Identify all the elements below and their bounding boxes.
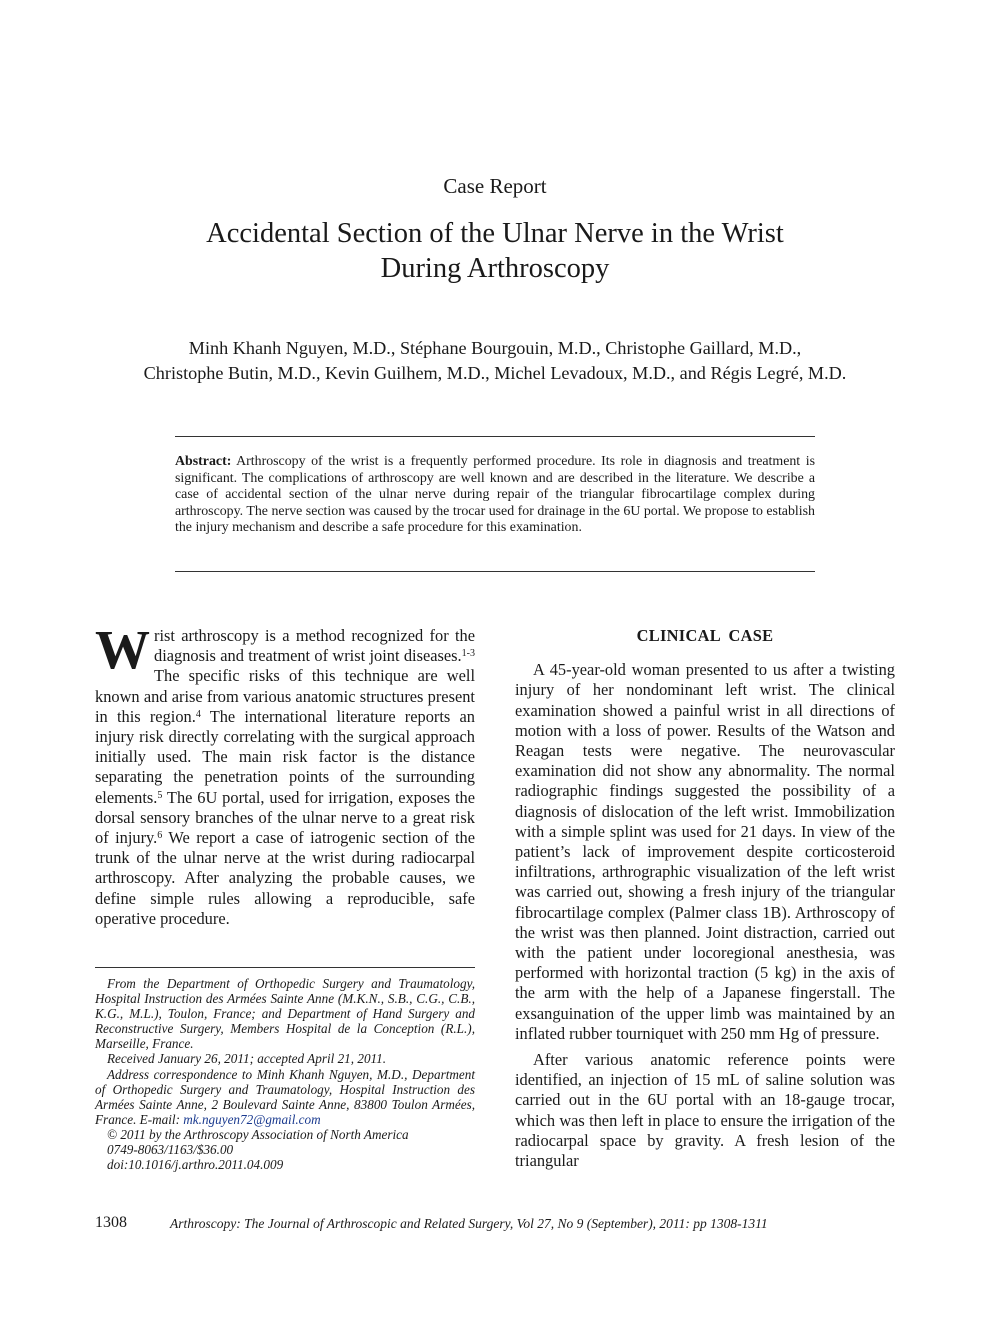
abstract-top-rule xyxy=(175,436,815,437)
intro-paragraph xyxy=(95,619,475,929)
footnote-copyright: © 2011 by the Arthroscopy Association of North America xyxy=(107,1126,409,1142)
authors-line-2: Christophe Butin, M.D., Kevin Guilhem, M.D., Michel Levadoux, M.D., and Régis Legré, M.D. xyxy=(143,363,847,383)
page-number: 1308 xyxy=(95,1214,127,1231)
abstract-bottom-rule xyxy=(175,571,815,572)
abstract xyxy=(175,454,815,537)
citation-ref[interactable]: 1-3 xyxy=(461,648,475,660)
abstract-text: Arthroscopy of the wrist is a frequently performed procedure. Its role in diagnosis and treatment is significant. The complications of arthroscopy are well known and are described in the literature. We describe a case of accidental section of the ulnar nerve during repair of the triangular fibrocartilage complex during arthroscopy. The nerve section was caused by the trocar used for drainage in the 6U portal. We propose to establish the injury mechanism and describe a safe procedure for this examination. xyxy=(175,454,815,536)
author-list xyxy=(60,336,930,386)
title-line-2: During Arthroscopy xyxy=(380,253,610,284)
title-line-1: Accidental Section of the Ulnar Nerve in the Wrist xyxy=(206,218,784,249)
citation-ref[interactable]: 6 xyxy=(157,830,163,842)
footnote-correspondence xyxy=(95,1067,475,1127)
intro-text-3: The international literature reports an injury risk directly correlating with the surgical approach initially used. The main risk factor is the distance separating the penetration points of the surrounding elements. xyxy=(95,706,475,807)
citation-ref[interactable]: 5 xyxy=(157,789,163,801)
footnote-doi[interactable]: doi:10.1016/j.arthro.2011.04.009 xyxy=(107,1157,284,1173)
footnote-issn: 0749-8063/1163/$36.00 xyxy=(107,1142,234,1158)
citation-ref[interactable]: 4 xyxy=(195,708,201,720)
clinical-case-paragraph-1: A 45-year-old woman presented to us after a twisting injury of her nondominant left wrist. The clinical examination showed a painful wrist in all directions of motion with a loss of power. Results of the Watson and Reagan tests were negative. The neurovascular examination did not show any abnormality. The normal radiographic findings suggested the possibility of a diagnosis of dislocation of the left wrist. Immobilization with a simple splint was used for 21 days. In view of the patient’s lack of improvement despite corticosteroid infiltrations, arthrographic visualization of the left wrist was carried out, showing a fresh injury of the triangular fibrocartilage complex (Palmer class 1B). Arthroscopy of the wrist was then planned. Joint distraction, carried out with the patient under locoregional anesthesia, was performed with horizontal traction (5 kg) in the axis of the arm with the help of a Japanese fingerstall. The exsanguination of the upper limb was maintained by an inflated rubber tourniquet with 250 mm Hg of pressure. xyxy=(515,660,895,1043)
left-column xyxy=(95,619,475,929)
journal-citation: Arthroscopy: The Journal of Arthroscopic and Related Surgery, Vol 27, No 9 (September), 2011: pp 1308-1311 xyxy=(170,1216,768,1231)
correspondence-text: Address correspondence to Minh Khanh Nguyen, M.D., Department of Orthopedic Surgery and Traumatology, Hospital Instruction des Armées Sainte Anne, 2 Boulevard Sainte Anne, 83800 Toulon Armées, France. E-mail: xyxy=(95,1066,475,1127)
intro-text-5: We report a case of iatrogenic section of the trunk of the ulnar nerve at the wrist during radiocarpal arthroscopy. After analyzing the probable causes, we define simple rules allowing a reproducible, safe operative procedure. xyxy=(95,828,475,928)
footnote-rule xyxy=(95,967,475,968)
intro-text-4: The 6U portal, used for irrigation, exposes the dorsal sensory branches of the ulnar nerve to a great risk of injury. xyxy=(95,787,475,848)
intro-text-2: The specific risks of this technique are well known and arise from various anatomic structures present in this region. xyxy=(95,666,475,726)
abstract-label: Abstract: xyxy=(175,454,232,469)
footnote-received: Received January 26, 2011; accepted April 21, 2011. xyxy=(107,1051,387,1067)
section-heading-clinical-case: CLINICAL CASE xyxy=(636,626,774,645)
authors-line-1: Minh Khanh Nguyen, M.D., Stéphane Bourgouin, M.D., Christophe Gaillard, M.D., xyxy=(188,338,802,358)
article-type-label: Case Report xyxy=(443,174,547,198)
footnote-affiliation: From the Department of Orthopedic Surgery and Traumatology, Hospital Instruction des Armées Sainte Anne (M.K.N., S.B., C.G., C.B., K.G., M.L.), Toulon, France; and Department of Hand Surgery and Reconstructive Surgery, Members Hospital de la Conception (R.L.), Marseille, France. xyxy=(95,976,475,1052)
intro-text-1: rist arthroscopy is a method recognized for the diagnosis and treatment of wrist joint diseases. xyxy=(154,626,475,666)
email-link[interactable]: mk.nguyen72@gmail.com xyxy=(183,1111,321,1127)
footnotes xyxy=(95,976,475,1172)
clinical-case-paragraph-2: After various anatomic reference points were identified, an injection of 15 mL of saline solution was carried out in the 6U portal with an 18-gauge trocar, which was then left in place to ensure the irrigation of the radiocarpal space by gravity. A fresh lesion of the triangular xyxy=(515,1050,895,1171)
drop-cap: W xyxy=(95,619,150,680)
article-title xyxy=(120,216,870,286)
right-column xyxy=(515,626,895,1171)
